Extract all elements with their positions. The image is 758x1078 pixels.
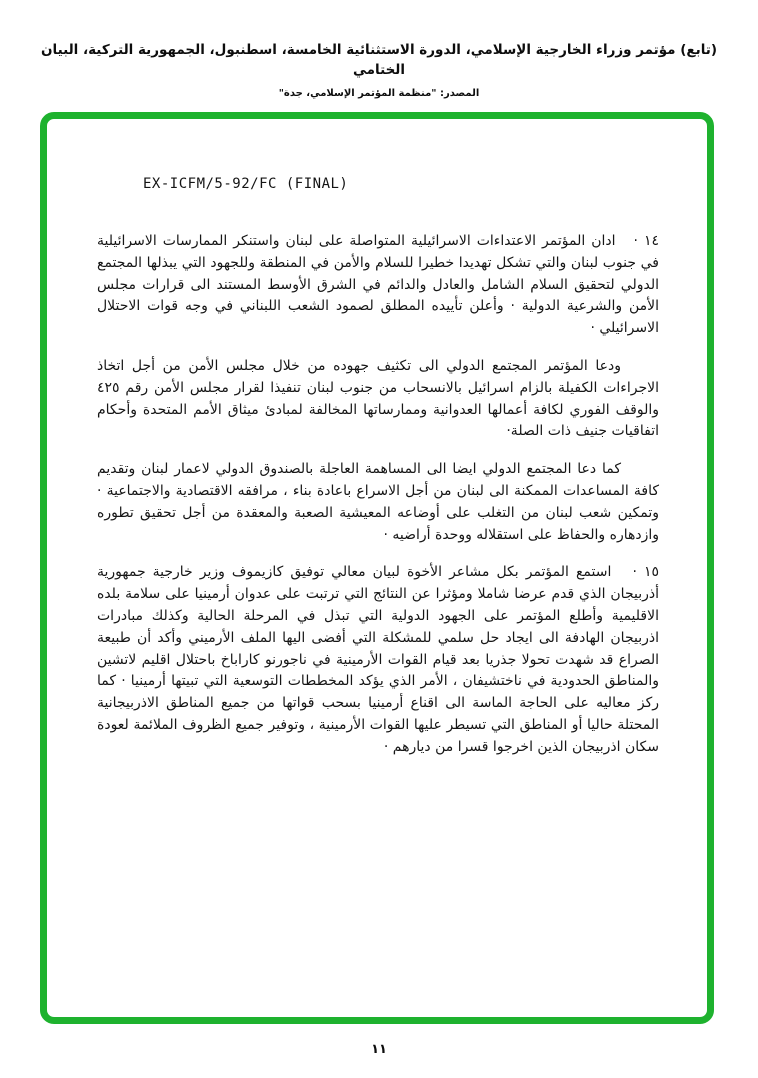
paragraph-15: ١٥ · استمع المؤتمر بكل مشاعر الأخوة لبيان معالي توفيق كازيموف وزير خارجية جمهورية أذربيجان الذي قدم عرضا شاملا ومؤثرا عن النتائج التي ترتبت على عدوان أرمينيا على سلامة بلده الاقليمية وأطلع المؤتمر على الجهود الدولية التي تبذل في المرحلة الحالية وكذلك مبادرات اذربيجان الهادفة الى ايجاد حل سلمي للمشكلة التي أفضى اليها الملف الأرميني وأكد أن طبيعة الصراع قد شهدت تحولا جذريا بعد قيام القوات الأرمينية في ناجورنو كاراباخ باحتلال اقليم لاتشين والمناطق الحدودية في ناختشيفان ، الأمر الذي يؤكد المخططات التوسعية التي تبيتها أرمينيا · كما ركز معاليه على الحاجة الماسة الى اقناع أرمينيا بسحب قواتها من جميع المناطق الاذربيجانية المحتلة حاليا أو المناطق التي تسيطر عليها القوات الأرمينية ، وتوفير جميع الظروف الملائمة لعودة سكان اذربيجان الذين اخرجوا قسرا من ديارهم ·: [97, 564, 659, 755]
document-header: [0, 40, 758, 99]
paragraph-14-continuation-1: ودعا المؤتمر المجتمع الدولي الى تكثيف جهوده من خلال مجلس الأمن من أجل اتخاذ الاجراءات الكفيلة بالزام اسرائيل بالانسحاب من جنوب لبنان تنفيذا لقرار مجلس الأمن رقم ٤٢٥ والوقف الفوري لكافة أعمالها العدوانية وممارساتها المخالفة لمبادئ ميثاق الأمم المتحدة وأحكام اتفاقيات جنيف ذات الصلة·: [97, 357, 659, 440]
document-header-source: المصدر: "منظمة المؤتمر الإسلامي، جدة": [278, 87, 480, 99]
document-header-title: (تابع) مؤتمر وزراء الخارجية الإسلامي، الدورة الاستثنائية الخامسة، اسطنبول، الجمهورية التركية، البيان الختامي: [40, 42, 718, 79]
page-number: ١١: [371, 1042, 387, 1057]
reference-code: EX-ICFM/5-92/FC (FINAL): [143, 176, 349, 192]
paragraph-14: ١٤ · ادان المؤتمر الاعتداءات الاسرائيلية المتواصلة على لبنان واستنكر الممارسات الاسرائيلية في جنوب لبنان والتي تشكل تهديدا خطيرا للسلام والأمن في المنطقة وللجهود التي يبذلها المجتمع الدولي لتحقيق السلام الشامل والعادل والدائم في الشرق الأوسط المستند الى قرارات مجلس الأمن والشرعية الدولية · وأعلن تأييده المطلق لصمود الشعب اللبناني في وجه قوات الاحتلال الاسرائيلي ·: [97, 233, 659, 337]
paragraph-14-continuation-2: كما دعا المجتمع الدولي ايضا الى المساهمة العاجلة بالصندوق الدولي لاعمار لبنان وتقديم كافة المساعدات الممكنة الى لبنان من أجل الاسراع باعادة بناء ، مرافقه الاقتصادية والاجتماعية · وتمكين شعب لبنان من التغلب على أوضاعه المعيشية الصعبة والمعقدة من أجل تحقيق تطوره وازدهاره والحفاظ على استقلاله ووحدة أراضيه ·: [97, 461, 659, 543]
green-border-frame: [40, 112, 714, 1024]
document-body-text: [97, 231, 659, 759]
